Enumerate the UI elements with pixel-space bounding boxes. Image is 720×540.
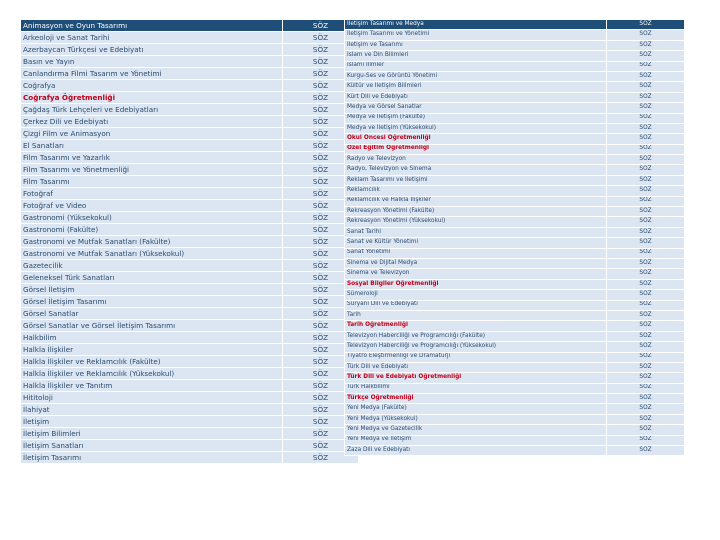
program-name-cell: Gazetecilik [21, 260, 283, 272]
program-name-cell: Türk Dili ve Edebiyatı [345, 362, 607, 372]
program-name-cell: Kürt Dili ve Edebiyatı [345, 92, 607, 102]
program-name-cell: Coğrafya Öğretmenliği [21, 92, 283, 104]
program-name-cell: İletişim Tasarımı [21, 452, 283, 464]
score-type-cell: SÖZ [607, 331, 685, 341]
table-row [21, 104, 359, 116]
table-row [345, 82, 685, 92]
program-name-cell: Okul Öncesi Öğretmenliği [345, 134, 607, 144]
table-row [21, 260, 359, 272]
score-type-cell: SÖZ [283, 152, 359, 164]
score-type-cell: SÖZ [283, 404, 359, 416]
program-name-cell: Gastronomi ve Mutfak Sanatları (Yüksekokul) [21, 248, 283, 260]
table-row [345, 227, 685, 237]
table-row [21, 176, 359, 188]
score-type-cell: SÖZ [607, 238, 685, 248]
table-row [21, 440, 359, 452]
score-type-cell: SÖZ [607, 446, 685, 456]
program-name-cell: Görsel Sanatlar [21, 308, 283, 320]
table-row [345, 175, 685, 185]
table-row [345, 61, 685, 71]
table-row [345, 373, 685, 383]
table-row [345, 394, 685, 404]
table-row [21, 80, 359, 92]
program-name-cell: Çağdaş Türk Lehçeleri ve Edebiyatları [21, 104, 283, 116]
table-row [345, 310, 685, 320]
table-row [345, 248, 685, 258]
program-name-cell: Halkbilim [21, 332, 283, 344]
score-type-cell: SÖZ [607, 362, 685, 372]
program-name-cell: Radyo, Televizyon ve Sinema [345, 165, 607, 175]
score-type-cell: SÖZ [283, 104, 359, 116]
score-type-cell: SÖZ [607, 404, 685, 414]
table-row [21, 212, 359, 224]
score-type-cell: SÖZ [283, 272, 359, 284]
program-name-cell: Rekreasyon Yönetimi (Fakülte) [345, 207, 607, 217]
score-type-cell: SÖZ [283, 284, 359, 296]
score-type-cell: SÖZ [607, 217, 685, 227]
score-type-cell: SÖZ [283, 116, 359, 128]
score-type-cell: SÖZ [283, 200, 359, 212]
table-row [21, 296, 359, 308]
table-row [345, 165, 685, 175]
program-name-cell: Sinema ve Dijital Medya [345, 258, 607, 268]
table-row [345, 446, 685, 456]
table-header-row [345, 20, 685, 30]
program-name-cell: Çizgi Film ve Animasyon [21, 128, 283, 140]
program-name-cell: İletişim ve Tasarımı [345, 40, 607, 50]
table-row [21, 356, 359, 368]
program-name-cell: Sanat ve Kültür Yönetimi [345, 238, 607, 248]
table-row [21, 308, 359, 320]
score-type-cell: SÖZ [607, 155, 685, 165]
program-table-left [20, 19, 359, 464]
score-type-cell: SÖZ [283, 164, 359, 176]
program-name-cell: Halkla İlişkiler ve Reklamcılık (Fakülte) [21, 356, 283, 368]
program-name-cell: Halkla İlişkiler ve Tanıtım [21, 380, 283, 392]
score-type-cell: SÖZ [607, 279, 685, 289]
program-name-cell: Tiyatro Eleştirmenliği ve Dramaturji [345, 352, 607, 362]
score-type-cell: SÖZ [283, 224, 359, 236]
program-name-cell: Yeni Medya (Yüksekokul) [345, 414, 607, 424]
score-type-cell: SÖZ [283, 32, 359, 44]
table-row [21, 248, 359, 260]
program-name-cell: Sanat Yönetimi [345, 248, 607, 258]
score-type-cell: SÖZ [607, 435, 685, 445]
score-type-cell: SÖZ [283, 56, 359, 68]
table-row [21, 44, 359, 56]
score-type-cell: SÖZ [607, 342, 685, 352]
program-name-cell: Animasyon ve Oyun Tasarımı [21, 20, 283, 32]
score-type-cell: SÖZ [607, 82, 685, 92]
table-row [21, 128, 359, 140]
program-name-cell: Arkeoloji ve Sanat Tarihi [21, 32, 283, 44]
table-row [345, 300, 685, 310]
score-type-cell: SÖZ [283, 452, 359, 464]
program-name-cell: Kurgu-Ses ve Görüntü Yönetimi [345, 71, 607, 81]
score-type-cell: SÖZ [607, 300, 685, 310]
program-name-cell: Yeni Medya ve İletişim [345, 435, 607, 445]
table-row [21, 68, 359, 80]
score-type-cell: SÖZ [607, 40, 685, 50]
program-name-cell: Tarih Öğretmenliği [345, 321, 607, 331]
score-type-cell: SÖZ [607, 414, 685, 424]
score-type-cell: SÖZ [283, 80, 359, 92]
score-type-cell: SÖZ [607, 165, 685, 175]
table-row [21, 428, 359, 440]
program-name-cell: Gastronomi ve Mutfak Sanatları (Fakülte) [21, 236, 283, 248]
score-type-cell: SÖZ [283, 380, 359, 392]
score-type-cell: SÖZ [607, 290, 685, 300]
table-row [21, 272, 359, 284]
program-name-cell: Reklam Tasarımı ve İletişimi [345, 175, 607, 185]
program-name-cell: İletişim Sanatları [21, 440, 283, 452]
score-type-cell: SÖZ [607, 352, 685, 362]
score-type-cell: SÖZ [283, 44, 359, 56]
table-row [345, 269, 685, 279]
program-name-cell: Televizyon Haberciliği ve Programcılığı (Yüksekokul) [345, 342, 607, 352]
table-row [21, 116, 359, 128]
score-type-cell: SÖZ [607, 321, 685, 331]
score-type-cell: SÖZ [607, 123, 685, 133]
score-type-cell: SÖZ [283, 140, 359, 152]
score-type-cell: SÖZ [283, 428, 359, 440]
score-type-cell: SÖZ [283, 188, 359, 200]
program-name-cell: Yeni Medya (Fakülte) [345, 404, 607, 414]
table-row [345, 258, 685, 268]
score-type-cell: SÖZ [283, 20, 359, 32]
table-row [345, 40, 685, 50]
table-row [345, 51, 685, 61]
program-name-cell: Film Tasarımı ve Yönetmenliği [21, 164, 283, 176]
program-name-cell: İslam ve Din Bilimleri [345, 51, 607, 61]
score-type-cell: SÖZ [607, 310, 685, 320]
program-name-cell: Medya ve İletişim (Yüksekokul) [345, 123, 607, 133]
program-name-cell: Sümeroloji [345, 290, 607, 300]
table-row [345, 155, 685, 165]
program-name-cell: İlahiyat [21, 404, 283, 416]
program-name-cell: Türk Halkbilimi [345, 383, 607, 393]
table-row [21, 392, 359, 404]
score-type-cell: SÖZ [607, 196, 685, 206]
program-name-cell: Reklamcılık [345, 186, 607, 196]
score-type-cell: SÖZ [283, 392, 359, 404]
table-row [21, 344, 359, 356]
table-row [345, 103, 685, 113]
score-type-cell: SÖZ [607, 269, 685, 279]
program-name-cell: İletişim Tasarımı ve Medya [345, 20, 607, 30]
score-type-cell: SÖZ [283, 176, 359, 188]
program-name-cell: Özel Eğitim Öğretmenliği [345, 144, 607, 154]
score-type-cell: SÖZ [607, 175, 685, 185]
score-type-cell: SÖZ [283, 236, 359, 248]
score-type-cell: SÖZ [607, 383, 685, 393]
score-type-cell: SÖZ [283, 332, 359, 344]
table-row [345, 404, 685, 414]
score-type-cell: SÖZ [607, 103, 685, 113]
table-row [345, 414, 685, 424]
table-row [21, 452, 359, 464]
table-row [345, 207, 685, 217]
table-row [345, 113, 685, 123]
table-row [21, 32, 359, 44]
table-row [345, 196, 685, 206]
table-row [21, 164, 359, 176]
score-type-cell: SÖZ [607, 186, 685, 196]
table-row [345, 383, 685, 393]
program-name-cell: Hititoloji [21, 392, 283, 404]
program-name-cell: Gastronomi (Fakülte) [21, 224, 283, 236]
program-name-cell: Halkla İlişkiler [21, 344, 283, 356]
score-type-cell: SÖZ [283, 416, 359, 428]
program-name-cell: El Sanatları [21, 140, 283, 152]
program-name-cell: Film Tasarımı ve Yazarlık [21, 152, 283, 164]
score-type-cell: SÖZ [607, 258, 685, 268]
table-row [345, 279, 685, 289]
table-row [21, 224, 359, 236]
table-row [21, 284, 359, 296]
program-name-cell: İletişim Bilimleri [21, 428, 283, 440]
program-name-cell: İslami İlimler [345, 61, 607, 71]
program-name-cell: Yeni Medya ve Gazetecilik [345, 425, 607, 435]
table-row [345, 71, 685, 81]
table-row [21, 332, 359, 344]
program-name-cell: Fotoğraf [21, 188, 283, 200]
score-type-cell: SÖZ [283, 212, 359, 224]
table-row [345, 144, 685, 154]
program-name-cell: Medya ve İletişim (Fakülte) [345, 113, 607, 123]
program-name-cell: Süryani Dili ve Edebiyatı [345, 300, 607, 310]
table-row [21, 320, 359, 332]
table-row [345, 134, 685, 144]
score-type-cell: SÖZ [607, 20, 685, 30]
table-row [21, 380, 359, 392]
table-row [345, 342, 685, 352]
score-type-cell: SÖZ [607, 30, 685, 40]
program-name-cell: Gastronomi (Yüksekokul) [21, 212, 283, 224]
score-type-cell: SÖZ [607, 92, 685, 102]
program-name-cell: İletişim Tasarımı ve Yönetimi [345, 30, 607, 40]
table-row [21, 56, 359, 68]
program-name-cell: Kültür ve İletişim Bilimleri [345, 82, 607, 92]
table-row [21, 92, 359, 104]
table-row [21, 200, 359, 212]
table-row [345, 186, 685, 196]
program-name-cell: Reklamcılık ve Halkla İlişkiler [345, 196, 607, 206]
table-row [345, 352, 685, 362]
program-name-cell: Azerbaycan Türkçesi ve Edebiyatı [21, 44, 283, 56]
table-row [345, 290, 685, 300]
table-row [345, 425, 685, 435]
program-name-cell: Coğrafya [21, 80, 283, 92]
program-name-cell: Türk Dili ve Edebiyatı Öğretmenliği [345, 373, 607, 383]
score-type-cell: SÖZ [283, 344, 359, 356]
table-row [21, 404, 359, 416]
program-name-cell: Görsel Sanatlar ve Görsel İletişim Tasarımı [21, 320, 283, 332]
score-type-cell: SÖZ [283, 356, 359, 368]
score-type-cell: SÖZ [607, 373, 685, 383]
program-name-cell: Radyo ve Televizyon [345, 155, 607, 165]
program-name-cell: Zaza Dili ve Edebiyatı [345, 446, 607, 456]
score-type-cell: SÖZ [283, 92, 359, 104]
score-type-cell: SÖZ [283, 320, 359, 332]
table-row [345, 435, 685, 445]
program-name-cell: Fotoğraf ve Video [21, 200, 283, 212]
program-name-cell: İletişim [21, 416, 283, 428]
program-name-cell: Canlandırma Filmi Tasarım ve Yönetimi [21, 68, 283, 80]
score-type-cell: SÖZ [607, 71, 685, 81]
table-row [345, 30, 685, 40]
program-name-cell: Çerkez Dili ve Edebiyatı [21, 116, 283, 128]
program-name-cell: Görsel İletişim Tasarımı [21, 296, 283, 308]
table-header-row [21, 20, 359, 32]
program-table-right [344, 19, 685, 456]
table-row [345, 331, 685, 341]
score-type-cell: SÖZ [607, 207, 685, 217]
program-name-cell: Sinema ve Televizyon [345, 269, 607, 279]
program-name-cell: Medya ve Görsel Sanatlar [345, 103, 607, 113]
table-row [21, 152, 359, 164]
score-type-cell: SÖZ [283, 248, 359, 260]
score-type-cell: SÖZ [607, 113, 685, 123]
table-row [21, 236, 359, 248]
table-row [21, 188, 359, 200]
score-type-cell: SÖZ [283, 68, 359, 80]
score-type-cell: SÖZ [607, 134, 685, 144]
table-row [21, 140, 359, 152]
score-type-cell: SÖZ [283, 368, 359, 380]
table-row [21, 368, 359, 380]
program-name-cell: Sosyal Bilgiler Öğretmenliği [345, 279, 607, 289]
program-name-cell: Görsel İletişim [21, 284, 283, 296]
score-type-cell: SÖZ [607, 425, 685, 435]
score-type-cell: SÖZ [283, 308, 359, 320]
program-name-cell: Televizyon Haberciliği ve Programcılığı (Fakülte) [345, 331, 607, 341]
program-name-cell: Film Tasarımı [21, 176, 283, 188]
program-name-cell: Tarih [345, 310, 607, 320]
score-type-cell: SÖZ [607, 227, 685, 237]
score-type-cell: SÖZ [607, 61, 685, 71]
score-type-cell: SÖZ [283, 260, 359, 272]
table-row [345, 238, 685, 248]
score-type-cell: SÖZ [607, 394, 685, 404]
score-type-cell: SÖZ [607, 248, 685, 258]
program-name-cell: Halkla İlişkiler ve Reklamcılık (Yüksekokul) [21, 368, 283, 380]
score-type-cell: SÖZ [283, 440, 359, 452]
score-type-cell: SÖZ [283, 296, 359, 308]
table-row [345, 362, 685, 372]
score-type-cell: SÖZ [607, 51, 685, 61]
score-type-cell: SÖZ [283, 128, 359, 140]
table-row [345, 321, 685, 331]
score-type-cell: SÖZ [607, 144, 685, 154]
table-row [345, 217, 685, 227]
program-name-cell: Basın ve Yayın [21, 56, 283, 68]
program-name-cell: Türkçe Öğretmenliği [345, 394, 607, 404]
program-name-cell: Rekreasyon Yönetimi (Yüksekokul) [345, 217, 607, 227]
table-row [345, 123, 685, 133]
table-row [345, 92, 685, 102]
table-row [21, 416, 359, 428]
program-name-cell: Geleneksel Türk Sanatları [21, 272, 283, 284]
program-name-cell: Sanat Tarihi [345, 227, 607, 237]
